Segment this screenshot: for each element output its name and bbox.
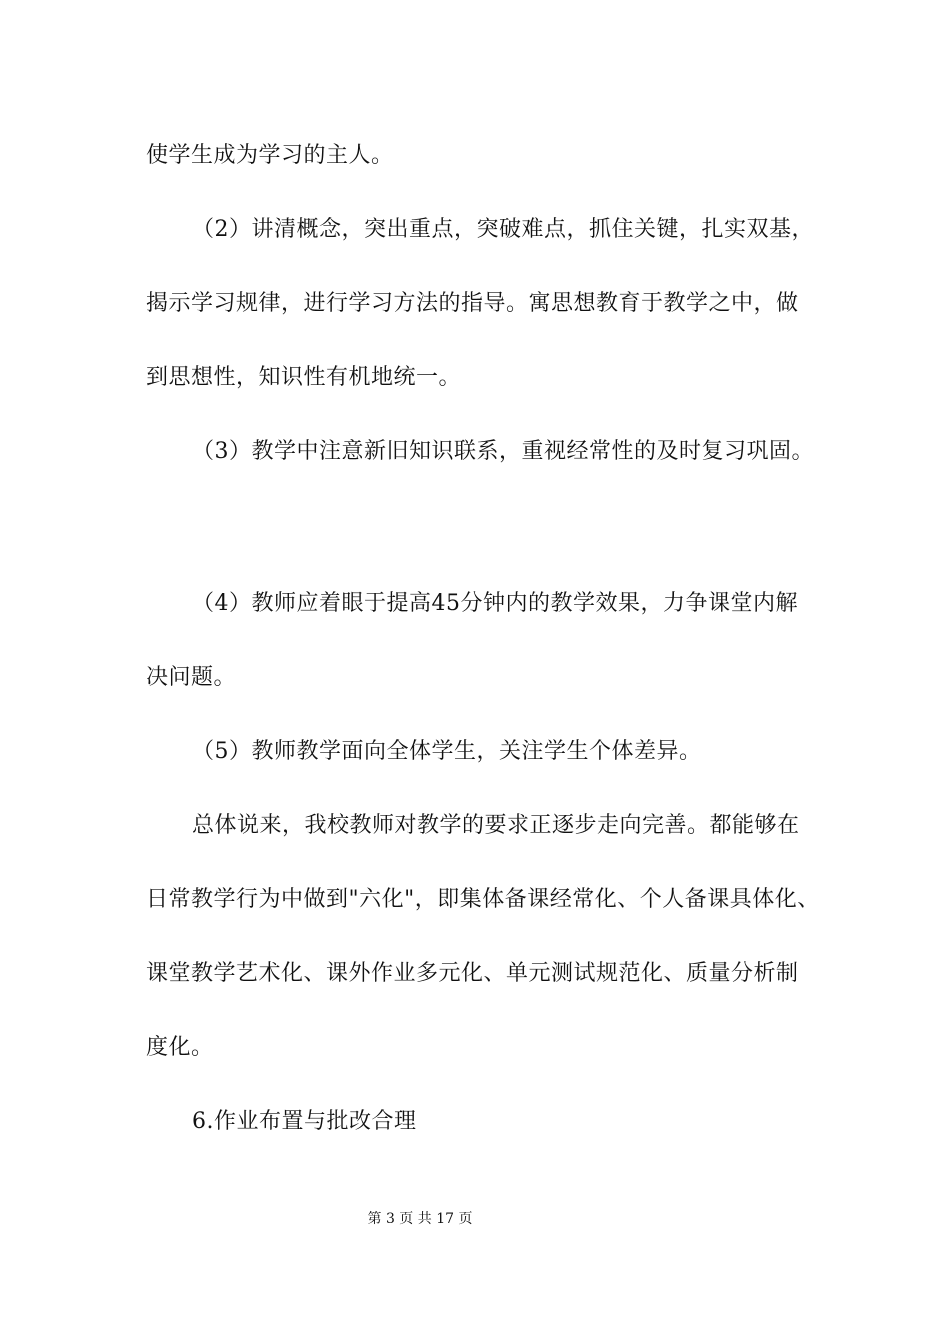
paragraph-line-8: （5）教师教学面向全体学生，关注学生个体差异。: [192, 739, 702, 764]
paragraph-line-3: 揭示学习规律，进行学习方法的指导。寓思想教育于教学之中，做: [146, 291, 799, 316]
paragraph-line-4: 到思想性，知识性有机地统一。: [146, 365, 462, 390]
section-heading: 6.作业布置与批改合理: [192, 1109, 417, 1134]
paragraph-line-1: 使学生成为学习的主人。: [146, 143, 394, 168]
paragraph-line-9: 总体说来，我校教师对教学的要求正逐步走向完善。都能够在: [192, 813, 800, 838]
paragraph-line-7: 决问题。: [146, 665, 237, 690]
paragraph-line-10: 日常教学行为中做到"六化"，即集体备课经常化、个人备课具体化、: [146, 887, 820, 912]
paragraph-line-12: 度化。: [146, 1035, 214, 1060]
paragraph-line-6: （4）教师应着眼于提高45分钟内的教学效果，力争课堂内解: [192, 591, 798, 616]
paragraph-line-2: （2）讲清概念，突出重点，突破难点，抓住关键，扎实双基，: [192, 217, 814, 242]
paragraph-line-5: （3）教学中注意新旧知识联系，重视经常性的及时复习巩固。: [192, 439, 814, 464]
paragraph-line-11: 课堂教学艺术化、课外作业多元化、单元测试规范化、质量分析制: [146, 961, 799, 986]
page-number-footer: 第 3 页 共 17 页: [367, 1211, 473, 1227]
